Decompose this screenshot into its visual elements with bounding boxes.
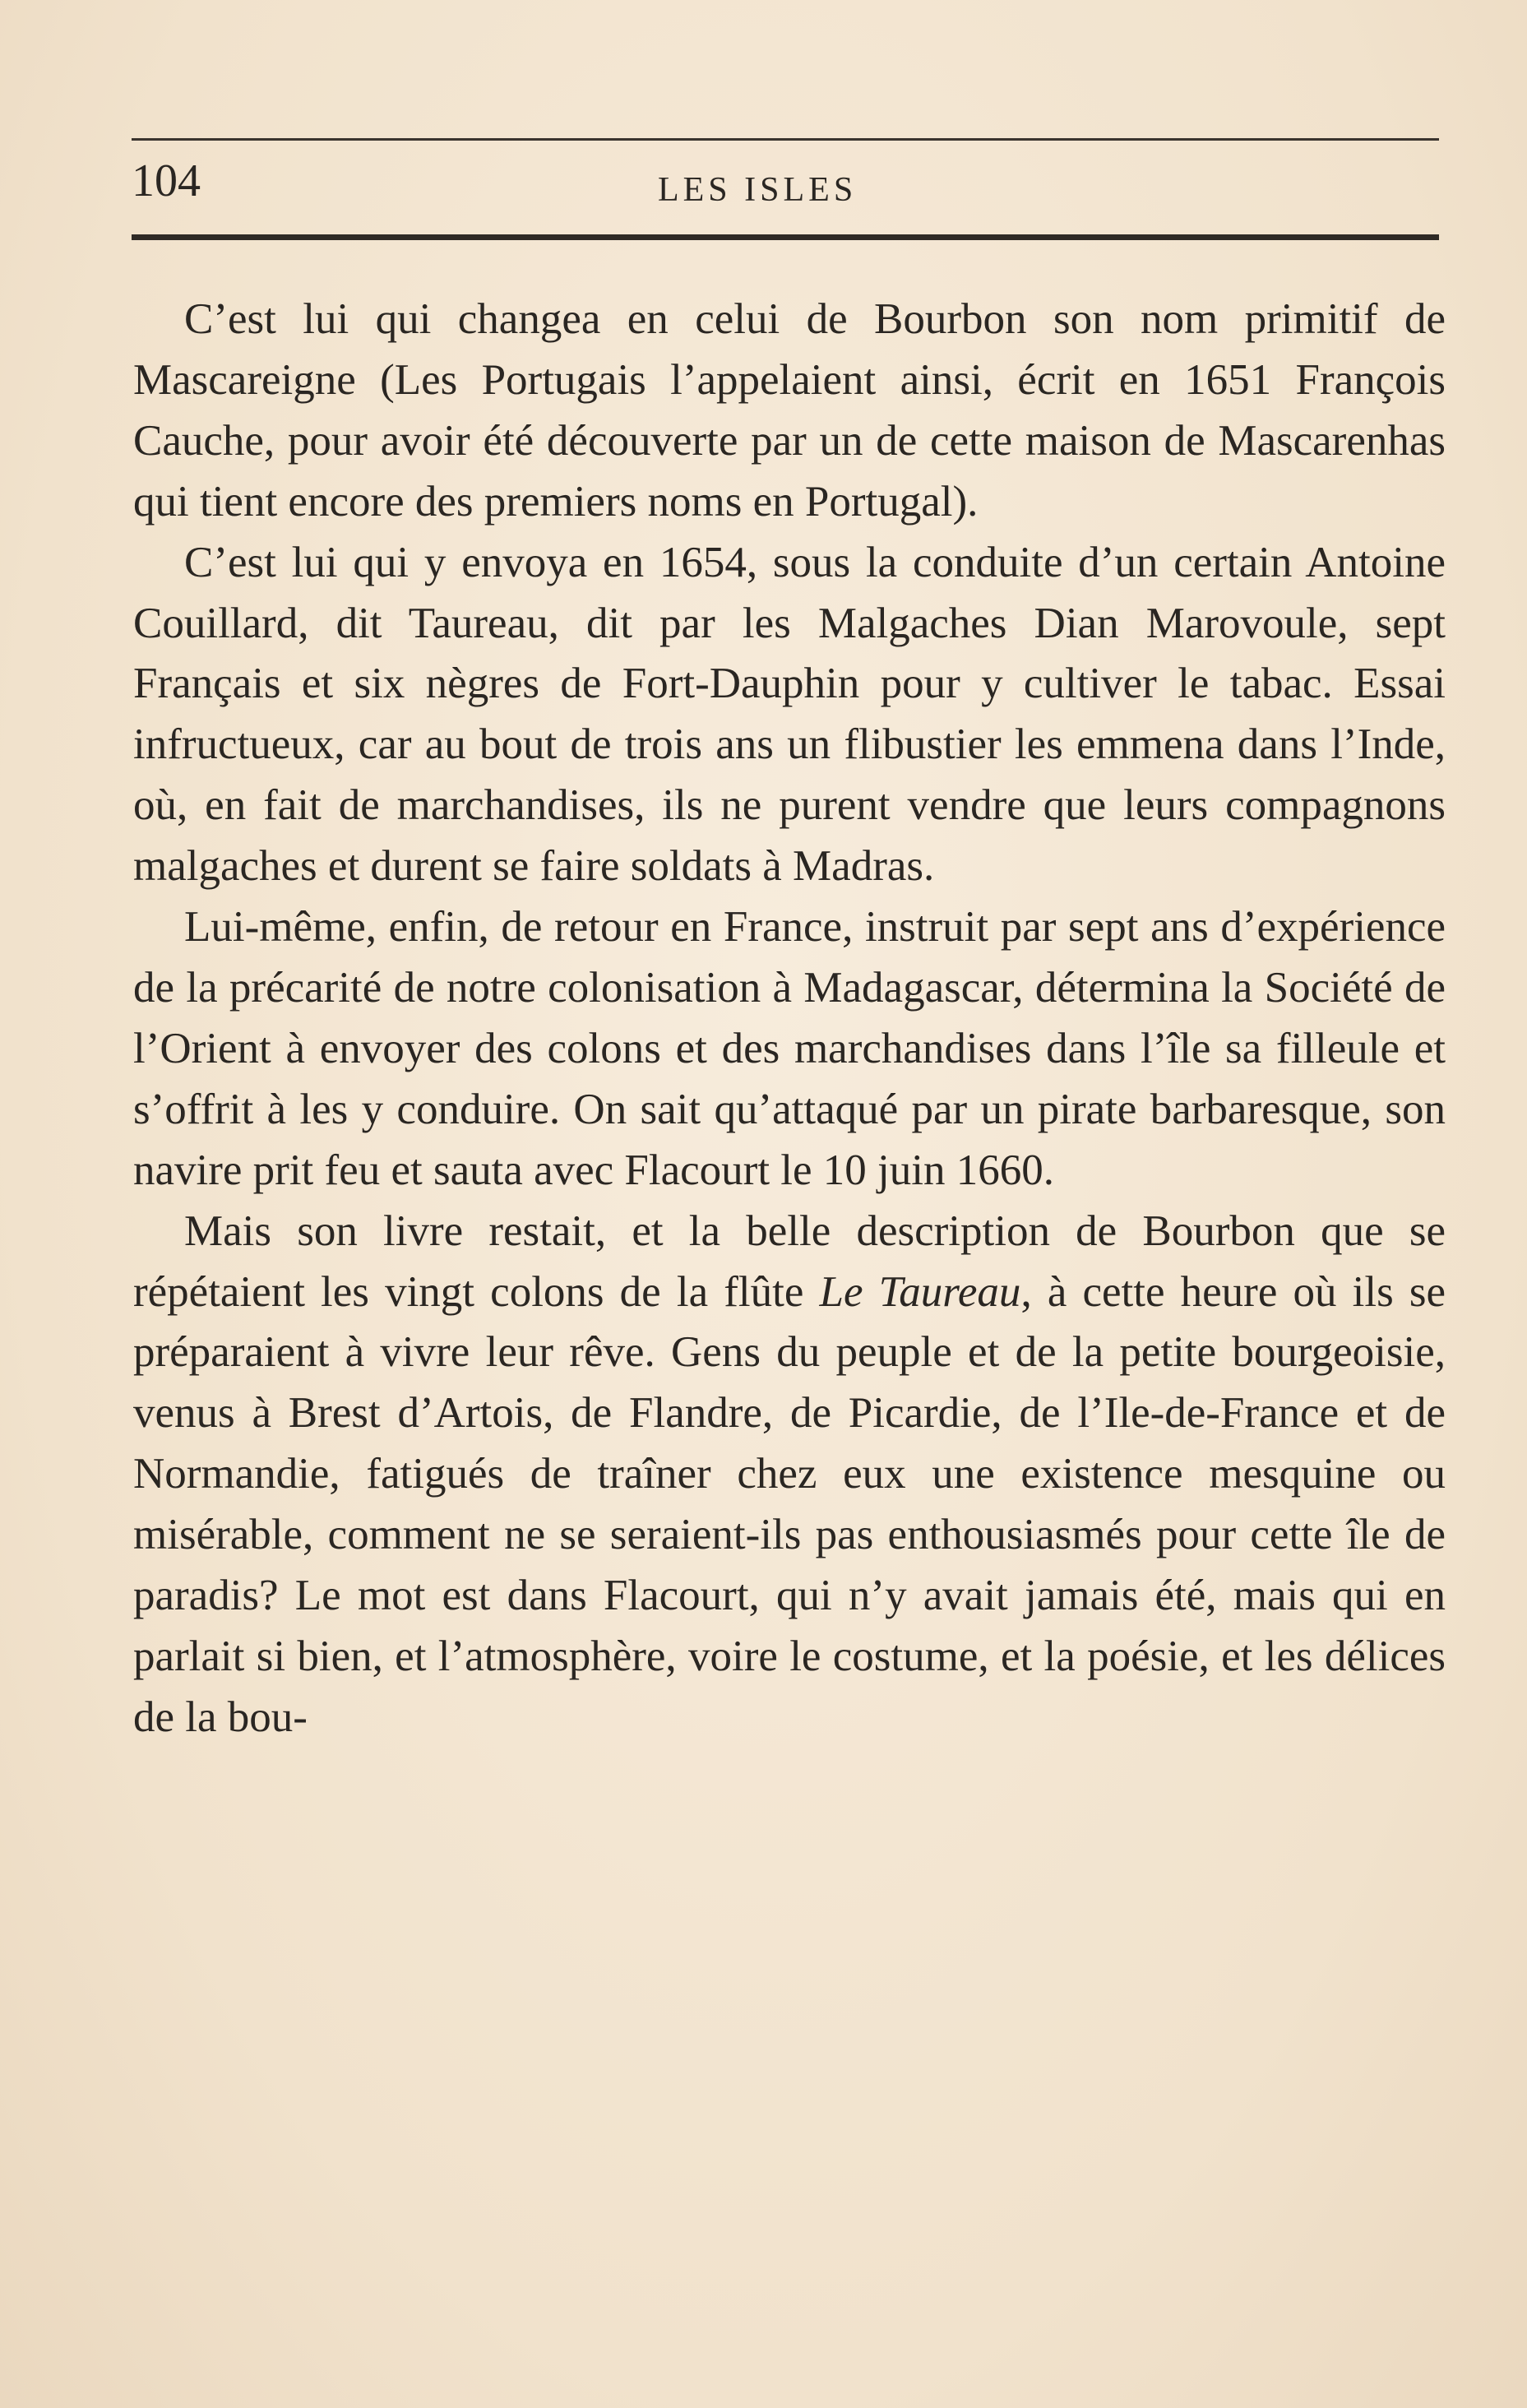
paragraph-4 (133, 1202, 1446, 1748)
paragraph-2: C’est lui qui y envoya en 1654, sous la conduite d’un certain Antoine Couillard, dit Taureau, dit par les Malgaches Dian Marovoule, sept Français et six nègres de Fort-Dauphin pour y cultiver le tabac. Essai infructueux, car au bout de trois ans un flibustier les emmena dans l’Inde, où, en fait de marchandises, ils ne purent vendre que leurs compagnons malgaches et durent se faire soldats à Madras. (133, 538, 1446, 891)
paragraph-4-text-after: , à cette heure où ils se préparaient à vivre leur rêve. Gens du peuple et de la petite bourgeoisie, venus à Brest d’Artois, de Flandre, de Picardie, de l’Ile-de-France et de Normandie, fatigués de traîner chez eux une existence mesquine ou misérable, comment ne se seraient-ils pas enthousiasmés pour cette île de paradis? Le mot est dans Flacourt, qui n’y avait jamais été, mais qui en parlait si bien, et l’atmosphère, voire le costume, et la poésie, et les délices de la bou- (133, 1267, 1446, 1741)
header-rule (132, 234, 1439, 240)
paragraph-3: Lui-même, enfin, de retour en France, instruit par sept ans d’expérience de la précarité de notre colonisation à Madagascar, détermina la Société de l’Orient à envoyer des colons et des marchandises dans l’île sa filleule et s’offrit à les y conduire. On sait qu’attaqué par un pirate barbaresque, son navire prit feu et sauta avec Flacourt le 10 juin 1660. (133, 903, 1446, 1194)
top-rule (132, 138, 1439, 141)
running-title: LES ISLES (658, 171, 858, 209)
paragraph-1: C’est lui qui changea en celui de Bourbon son nom primitif de Mascareigne (Les Portugais l’appelaient ainsi, écrit en 1651 François Cauche, pour avoir été découverte par un de cette maison de Mascarenhas qui tient encore des premiers noms en Portugal). (133, 295, 1446, 526)
body-text (133, 289, 1446, 1748)
paragraph-4-text-before: Mais son livre restait, et la belle description de Bourbon que se répétaient les vingt colons de la flûte (133, 1206, 1446, 1316)
page-number: 104 (132, 155, 201, 206)
ship-name-italic: Le Taureau (819, 1267, 1021, 1316)
